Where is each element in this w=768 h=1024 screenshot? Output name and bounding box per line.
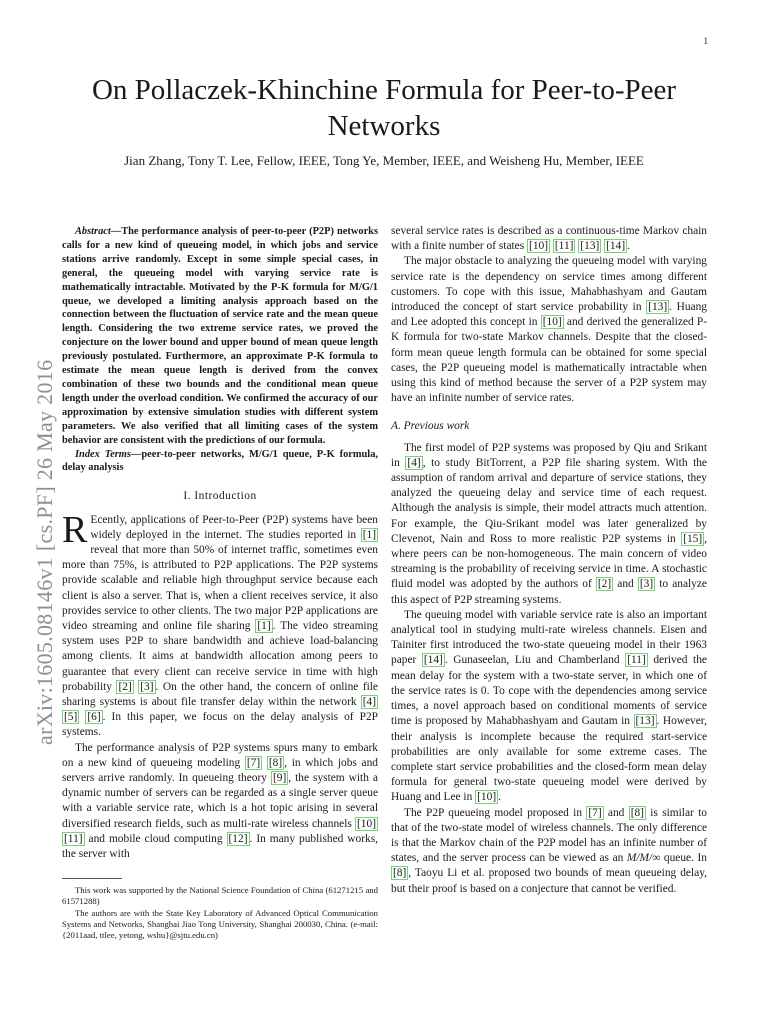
citation-link[interactable]: [10] bbox=[542, 316, 562, 329]
citation-link[interactable]: [4] bbox=[362, 695, 376, 708]
text: The first model of P2P systems was proposed by Qiu and Srikant in bbox=[391, 441, 707, 469]
citation-link[interactable]: [7] bbox=[588, 806, 602, 819]
text: derived the mean delay for the system with a two-state server, in which one of the service rates is 0. To cope with the dependencies among service times, a novel approach based on conditional moments of service time is proposed by Mahabhashyam and Gautam in bbox=[391, 654, 707, 728]
body-paragraph bbox=[391, 806, 707, 897]
footnote-affiliation: The authors are with the State Key Laboratory of Advanced Optical Communication Systems and Networks, Shanghai Jiao Tong University, Shanghai 200030, China. (e-mail: {2011aad, ttlee, yetong, wshu}@sjtu.edu.cn) bbox=[62, 907, 378, 940]
text: is similar to that of the two-state model of wireless channels. The only difference is that the Markov chain of the P2P model has an infinite number of states, and the server process can be viewed as an bbox=[391, 806, 707, 865]
body-paragraph bbox=[391, 608, 707, 806]
text: queue. In bbox=[660, 852, 707, 865]
text: and bbox=[613, 578, 638, 591]
citation-link[interactable]: [7] bbox=[246, 756, 261, 769]
index-terms bbox=[62, 448, 378, 476]
citation-link[interactable]: [13] bbox=[580, 240, 600, 253]
footnote-rule bbox=[62, 878, 122, 879]
citation-link[interactable]: [10] bbox=[529, 240, 549, 253]
text: , the system with a dynamic number of servers can be regarded as a single server queue with a variable service rate, which is a hot topic arising in several diversified research fields, such as multi-rate wireless channels bbox=[62, 771, 378, 830]
text: , to study BitTorrent, a P2P file sharing system. With the assumption of random arrival and departure of service stations, they analyzed the queueing delay and service time of each request. Although the analysis is simple, their model attracts much attention. For example, the Qiu-Srikant model was later generalized by Clevenot, Nain and Ross to more realistic P2P systems in bbox=[391, 456, 707, 545]
arxiv-identifier: arXiv:1605.08146v1 [cs.PF] 26 May 2016 bbox=[32, 359, 57, 745]
citation-link[interactable]: [8] bbox=[268, 756, 283, 769]
text: The P2P queueing model proposed in bbox=[404, 806, 587, 819]
citation-link[interactable]: [14] bbox=[423, 654, 443, 667]
abstract-text: —The performance analysis of peer-to-peer (P2P) networks calls for a new kind of queueing model, in which jobs and service stations arrive randomly. Except in some simple special cases, in general, the queueing model with varying service rate is mathematically intractable. Motivated by the P-K formula for M/G/1 queue, we developed a limiting analysis approach based on the connection between the fluctuation of service rate and the mean queue length. Considering the two extreme service rates, we proved the conjecture on the lower bound and upper bound of mean queue length previously postulated. Furthermore, an approximate P-K formula to estimate the mean queue length is derived from the convex combination of these two bounds and the conditional mean queue length under the overload condition. We confirmed the accuracy of our approximation by extensive simulation studies with different system parameters. We also verified that all limiting cases of the system behavior are consistent with the predictions of our formula. bbox=[62, 226, 378, 446]
index-terms-text: —peer-to-peer networks, M/G/1 queue, P-K formula, delay analysis bbox=[62, 448, 378, 474]
left-column bbox=[62, 225, 378, 941]
index-terms-label: Index Terms bbox=[75, 448, 131, 460]
math-expression: M/M/∞ bbox=[626, 852, 661, 865]
citation-link[interactable]: [4] bbox=[407, 456, 421, 469]
text: . bbox=[498, 791, 501, 804]
text: and derived the generalized P-K formula for two-state Markov channels. Despite that the closed-form mean queue length formula can be obtained for some special cases, the P2P queueing model is mathematically intractable when using this kind of method because the server of a P2P system may have an infinite number of service rates. bbox=[391, 316, 707, 405]
text: and bbox=[603, 806, 629, 819]
citation-link[interactable]: [10] bbox=[477, 791, 497, 804]
citation-link[interactable]: [1] bbox=[362, 528, 376, 541]
citation-link[interactable]: [2] bbox=[118, 680, 132, 693]
citation-link[interactable]: [11] bbox=[554, 240, 574, 253]
text: Ecently, applications of Peer-to-Peer (P2P) systems have been widely deployed in the internet. The studies reported in bbox=[90, 513, 378, 541]
text: . The video streaming system uses P2P to share bandwidth and achieve load-balancing among clients. It aims at bandwidth allocation among peers to guarantee that every client can receive service in time with high probability bbox=[62, 619, 378, 693]
body-paragraph bbox=[391, 441, 707, 608]
intro-paragraph-1 bbox=[62, 508, 378, 741]
text: The major obstacle to analyzing the queueing model with varying service rate is the dependency on service times among different customers. To cope with this issue, Mahabhashyam and Gautam introduced the concept of start service probability in bbox=[391, 255, 707, 314]
text: to analyze this aspect of P2P streaming systems. bbox=[391, 578, 707, 606]
text: and mobile cloud computing bbox=[84, 832, 227, 845]
citation-link[interactable]: [14] bbox=[606, 240, 626, 253]
abstract-label: Abstract bbox=[75, 226, 111, 237]
citation-link[interactable]: [11] bbox=[627, 654, 646, 667]
citation-link[interactable]: [9] bbox=[272, 771, 287, 784]
citation-link[interactable]: [6] bbox=[87, 711, 101, 724]
right-column bbox=[391, 224, 707, 897]
text: reveal that more than 50% of internet traffic, sometimes even more than 75%, is attributed to P2P applications. The P2P systems provide scalable and reliable high throughput service because each client is also a server. That is, when a client receives service, it also provides service to other clients. The two major P2P applications are video streaming and online file sharing bbox=[62, 543, 378, 632]
text: . In this paper, we focus on the delay analysis of P2P systems. bbox=[62, 711, 378, 739]
text: , Taoyu Li et al. proposed two bounds of mean queueing delay, but their proof is based on a conjecture that cannot be verified. bbox=[391, 867, 707, 895]
page-number: 1 bbox=[703, 36, 708, 46]
text: . On the other hand, the concern of online file sharing systems is about file transfer delay within the network bbox=[62, 680, 378, 708]
citation-link[interactable]: [13] bbox=[648, 301, 668, 314]
citation-link[interactable]: [5] bbox=[64, 711, 78, 724]
footnote-funding: This work was supported by the National Science Foundation of China (61271215 and 61571288) bbox=[62, 885, 378, 907]
text: . However, their analysis is incomplete because the required start-service probabilities are only available for some extreme cases. The complete start service probabilities and the closed-form mean delay formula for general two-state queueing model were derived by Huang and Lee in bbox=[391, 715, 707, 804]
text: . Huang and Lee adopted this concept in bbox=[391, 301, 707, 329]
citation-link[interactable]: [3] bbox=[140, 680, 154, 693]
paper-title: On Pollaczek-Khinchine Formula for Peer-to-Peer Networks bbox=[91, 74, 677, 142]
text: , in which jobs and servers arrive randomly. In queueing theory bbox=[62, 756, 378, 784]
citation-link[interactable]: [15] bbox=[683, 532, 703, 545]
abstract bbox=[62, 225, 378, 448]
subsection-heading-previous-work: A. Previous work bbox=[391, 420, 470, 433]
author-list: Jian Zhang, Tony T. Lee, Fellow, IEEE, Tong Ye, Member, IEEE, and Weisheng Hu, Member, IEEE bbox=[124, 153, 644, 168]
text: , where peers can be non-homogeneous. The main concern of video streaming is the probability of receiving service in time. A stochastic fluid model was adopted by the authors of bbox=[391, 532, 707, 591]
citation-link[interactable]: [8] bbox=[630, 806, 644, 819]
section-heading-introduction: I. Introduction bbox=[183, 490, 257, 503]
text: The performance analysis of P2P systems spurs many to embark on a new kind of queueing modeling bbox=[62, 741, 378, 769]
text: . In many published works, the server with bbox=[62, 832, 378, 860]
citation-link[interactable]: [1] bbox=[257, 619, 271, 632]
citation-link[interactable]: [2] bbox=[597, 578, 612, 591]
citation-link[interactable]: [10] bbox=[357, 817, 376, 830]
body-paragraph bbox=[391, 224, 707, 254]
text: The queuing model with variable service rate is also an important analytical tool in studying multi-rate wireless channels. Eisen and Tainiter first introduced the two-state queueing model in their 1963 paper bbox=[391, 608, 707, 667]
text: . Gunaseelan, Liu and Chamberland bbox=[444, 654, 626, 667]
citation-link[interactable]: [8] bbox=[393, 867, 407, 880]
text: . bbox=[627, 240, 630, 253]
intro-paragraph-2 bbox=[62, 741, 378, 863]
text: several service rates is described as a continuous-time Markov chain with a finite number of states bbox=[391, 225, 707, 253]
body-paragraph bbox=[391, 254, 707, 406]
drop-cap: R bbox=[62, 508, 88, 551]
citation-link[interactable]: [13] bbox=[635, 715, 655, 728]
citation-link[interactable]: [3] bbox=[639, 578, 654, 591]
citation-link[interactable]: [11] bbox=[64, 832, 83, 845]
citation-link[interactable]: [12] bbox=[228, 832, 248, 845]
